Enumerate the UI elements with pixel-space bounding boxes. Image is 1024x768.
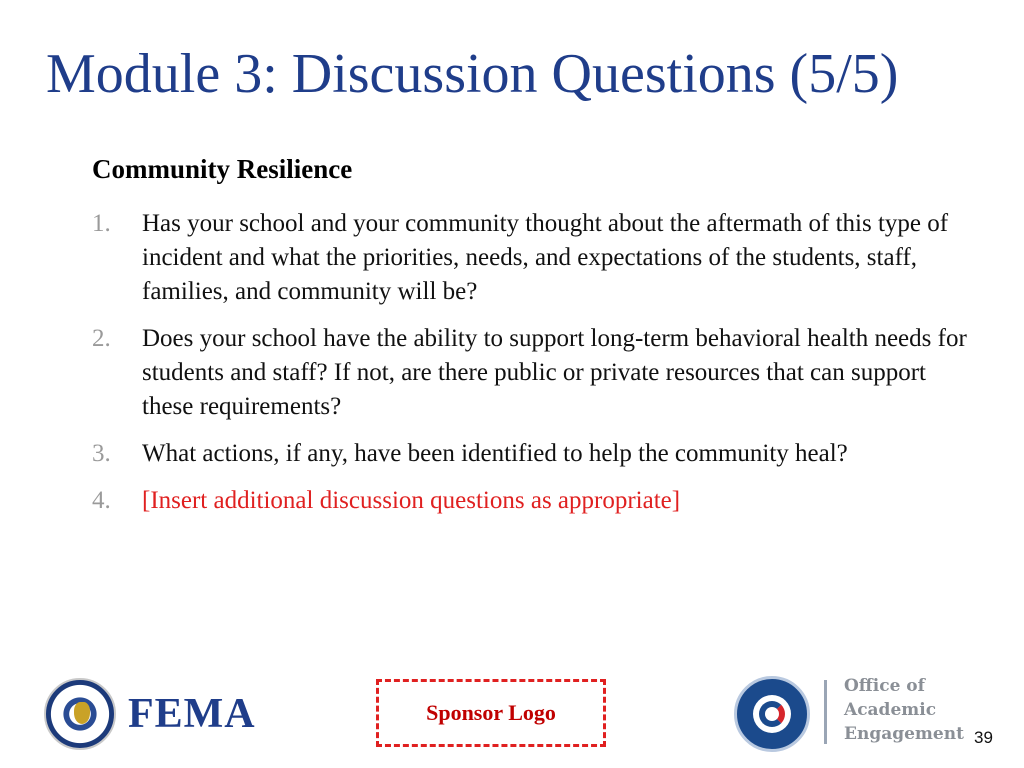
- divider: [824, 680, 827, 744]
- fema-wordmark: FEMA: [128, 691, 256, 737]
- page-number: 39: [974, 728, 993, 747]
- dhs-seal-icon: [44, 678, 116, 750]
- list-item-placeholder: [92, 484, 972, 518]
- question-text: Does your school have the ability to support long-term behavioral health needs for students and staff? If not, are there public or private resources that can support these requirements?: [142, 325, 967, 420]
- oae-wordmark: [844, 674, 964, 746]
- page-title: Module 3: Discussion Questions (5/5): [46, 43, 899, 105]
- question-text: Has your school and your community thought about the aftermath of this type of incident and what the priorities, needs, and expectations of the students, staff, families, and community will be?: [142, 210, 949, 305]
- oae-line: Office of: [844, 676, 925, 696]
- question-text: What actions, if any, have been identified to help the community heal?: [142, 440, 848, 467]
- list-item: [92, 322, 972, 424]
- sponsor-logo-placeholder: [376, 679, 606, 747]
- eagle-icon: [74, 702, 90, 724]
- sponsor-logo-label: Sponsor Logo: [426, 700, 556, 725]
- campus-resilience-seal-icon: [734, 676, 810, 752]
- crp-mark-icon: [759, 701, 785, 727]
- list-item: [92, 207, 972, 309]
- list-item: [92, 437, 972, 471]
- fema-logo: [44, 676, 254, 752]
- section-heading: Community Resilience: [92, 154, 353, 184]
- oae-logo: [734, 674, 964, 754]
- placeholder-text: [Insert additional discussion questions as appropriate]: [142, 487, 681, 514]
- list-number: 3.: [92, 440, 111, 467]
- oae-line: Academic: [844, 700, 937, 720]
- list-number: 2.: [92, 325, 111, 352]
- oae-line: Engagement: [844, 724, 964, 744]
- list-number: 1.: [92, 210, 111, 237]
- question-list: [92, 207, 972, 531]
- list-number: 4.: [92, 487, 111, 514]
